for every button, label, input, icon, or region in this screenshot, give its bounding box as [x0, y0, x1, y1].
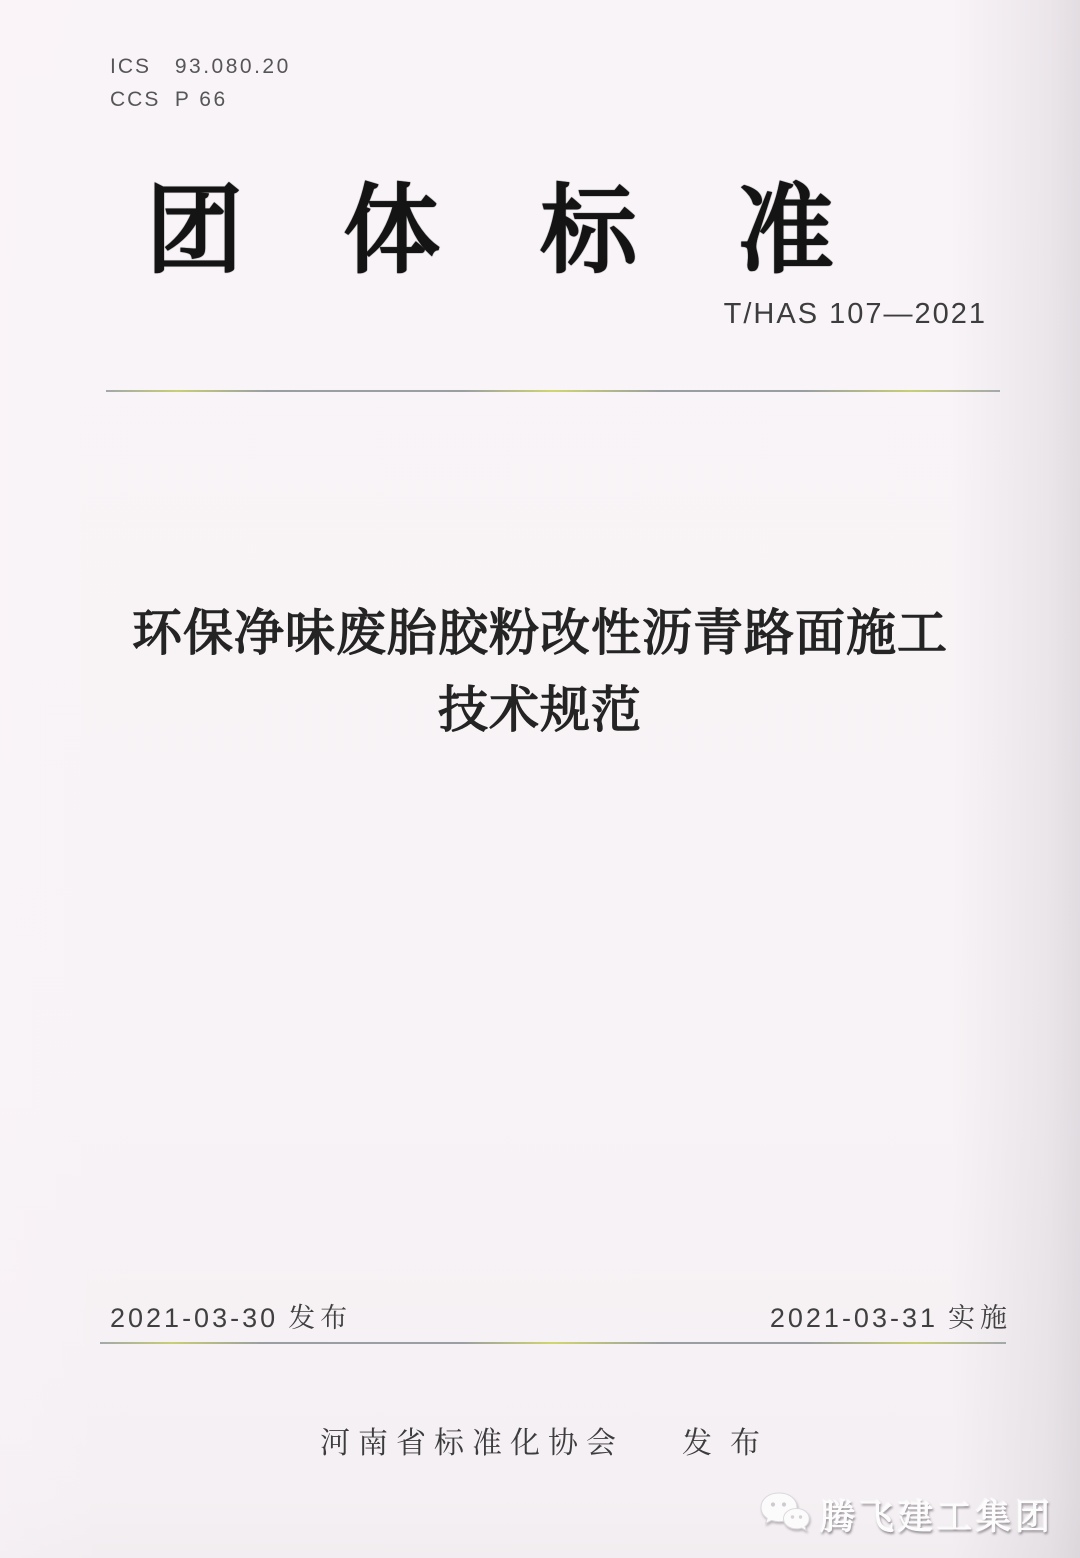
ics-value: 93.080.20	[174, 55, 291, 78]
watermark-text: 腾飞建工集团	[819, 1498, 1054, 1537]
ccs-value: P 66	[174, 88, 228, 111]
top-divider-rule	[106, 390, 1000, 392]
issue-date-label: 发布	[288, 1303, 353, 1333]
ics-label: ICS	[110, 55, 152, 78]
bottom-divider-rule	[100, 1342, 1006, 1344]
issue-date-item	[110, 1296, 352, 1335]
ics-code-line	[110, 50, 291, 83]
implement-date: 2021-03-31	[769, 1303, 938, 1333]
standard-type-heading: 团体标准	[146, 176, 934, 285]
wechat-chat-bubbles-icon	[758, 1490, 810, 1540]
issue-date: 2021-03-30	[110, 1303, 279, 1333]
document-title-line2: 技术规范	[438, 682, 642, 738]
ccs-label: CCS	[110, 88, 161, 111]
classification-codes	[110, 50, 291, 116]
implement-date-item	[770, 1296, 1012, 1335]
account-watermark	[758, 1490, 1054, 1540]
standard-type-row	[0, 152, 1080, 292]
implement-date-label: 实施	[948, 1303, 1012, 1333]
dates-row	[110, 1296, 1012, 1335]
publisher-name: 河南省标准化协会	[320, 1427, 624, 1460]
document-title	[0, 595, 1080, 749]
publisher-row	[0, 1418, 1080, 1462]
document-title-line1: 环保净味废胎胶粉改性沥青路面施工	[132, 605, 948, 661]
ccs-code-line	[110, 83, 291, 116]
publish-label: 发布	[682, 1427, 778, 1460]
standard-number: T/HAS 107—2021	[723, 298, 987, 330]
